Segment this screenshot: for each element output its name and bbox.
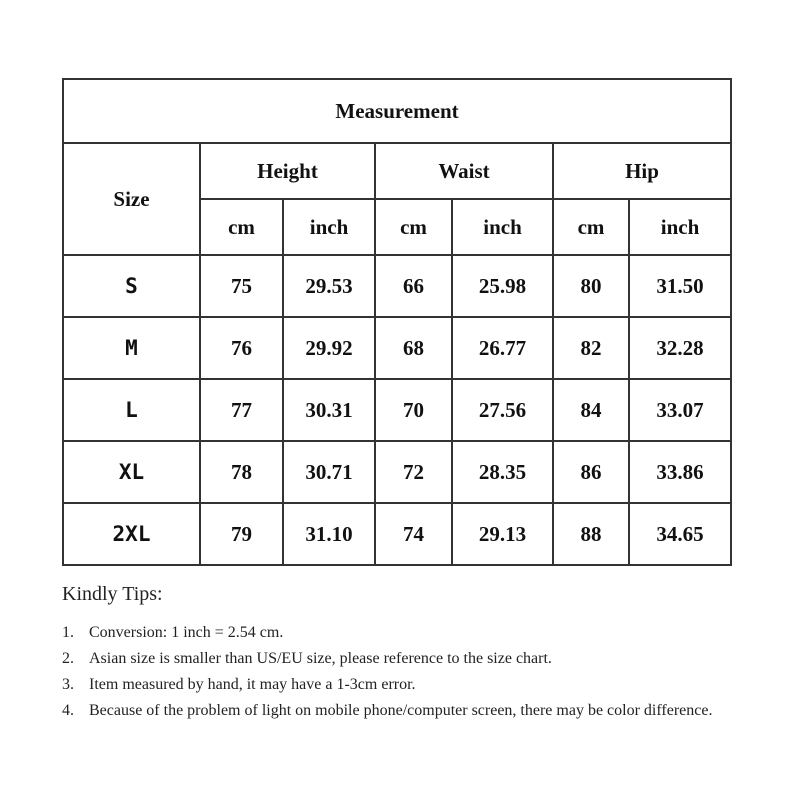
table-title-row <box>63 79 731 143</box>
table-cell: 34.65 <box>629 503 731 565</box>
list-item <box>62 620 742 646</box>
unit-header: inch <box>283 199 375 255</box>
list-item <box>62 672 742 698</box>
table-cell: 28.35 <box>452 441 553 503</box>
list-item-number: 3. <box>62 676 74 693</box>
unit-header: inch <box>629 199 731 255</box>
table-cell: 33.86 <box>629 441 731 503</box>
list-item <box>62 698 742 724</box>
unit-header: inch <box>452 199 553 255</box>
table-cell: 76 <box>200 317 283 379</box>
list-item-number: 1. <box>62 624 74 641</box>
table-cell: 68 <box>375 317 452 379</box>
table-cell: 29.13 <box>452 503 553 565</box>
waist-group-header: Waist <box>375 143 553 199</box>
height-group-header: Height <box>200 143 375 199</box>
table-cell: 30.71 <box>283 441 375 503</box>
table-row <box>63 441 731 503</box>
table-cell: 27.56 <box>452 379 553 441</box>
list-item-text: Item measured by hand, it may have a 1-3cm error. <box>89 676 416 693</box>
list-item-text: Conversion: 1 inch = 2.54 cm. <box>89 624 284 641</box>
table-cell: 30.31 <box>283 379 375 441</box>
table-cell: 70 <box>375 379 452 441</box>
table-cell: 84 <box>553 379 629 441</box>
unit-header: cm <box>200 199 283 255</box>
table-cell: 80 <box>553 255 629 317</box>
table-cell: 31.50 <box>629 255 731 317</box>
list-item-text: Because of the problem of light on mobile phone/computer screen, there may be color difference. <box>89 702 713 719</box>
table-cell: 32.28 <box>629 317 731 379</box>
table-title: Measurement <box>63 79 731 143</box>
hip-group-header: Hip <box>553 143 731 199</box>
list-item-text: Asian size is smaller than US/EU size, please reference to the size chart. <box>89 650 552 667</box>
table-row <box>63 255 731 317</box>
list-item-number: 2. <box>62 650 74 667</box>
table-cell: 66 <box>375 255 452 317</box>
table-cell: 29.92 <box>283 317 375 379</box>
table-cell: 33.07 <box>629 379 731 441</box>
size-column-header: Size <box>63 143 200 255</box>
kindly-tips-section <box>62 583 742 724</box>
table-cell: 29.53 <box>283 255 375 317</box>
size-cell: 2XL <box>63 503 200 565</box>
unit-header: cm <box>553 199 629 255</box>
unit-header: cm <box>375 199 452 255</box>
size-chart-table <box>62 78 732 566</box>
size-cell: L <box>63 379 200 441</box>
list-item <box>62 646 742 672</box>
table-cell: 78 <box>200 441 283 503</box>
size-cell: XL <box>63 441 200 503</box>
table-cell: 72 <box>375 441 452 503</box>
table-cell: 77 <box>200 379 283 441</box>
table-cell: 82 <box>553 317 629 379</box>
table-row <box>63 503 731 565</box>
table-cell: 86 <box>553 441 629 503</box>
size-cell: M <box>63 317 200 379</box>
table-cell: 79 <box>200 503 283 565</box>
table-row <box>63 379 731 441</box>
table-row <box>63 317 731 379</box>
list-item-number: 4. <box>62 702 74 719</box>
table-group-header-row <box>63 143 731 199</box>
table-cell: 88 <box>553 503 629 565</box>
tips-list <box>62 620 742 724</box>
size-cell: S <box>63 255 200 317</box>
table-cell: 75 <box>200 255 283 317</box>
table-cell: 25.98 <box>452 255 553 317</box>
tips-title: Kindly Tips: <box>62 583 163 605</box>
table-cell: 26.77 <box>452 317 553 379</box>
table-cell: 74 <box>375 503 452 565</box>
table-cell: 31.10 <box>283 503 375 565</box>
